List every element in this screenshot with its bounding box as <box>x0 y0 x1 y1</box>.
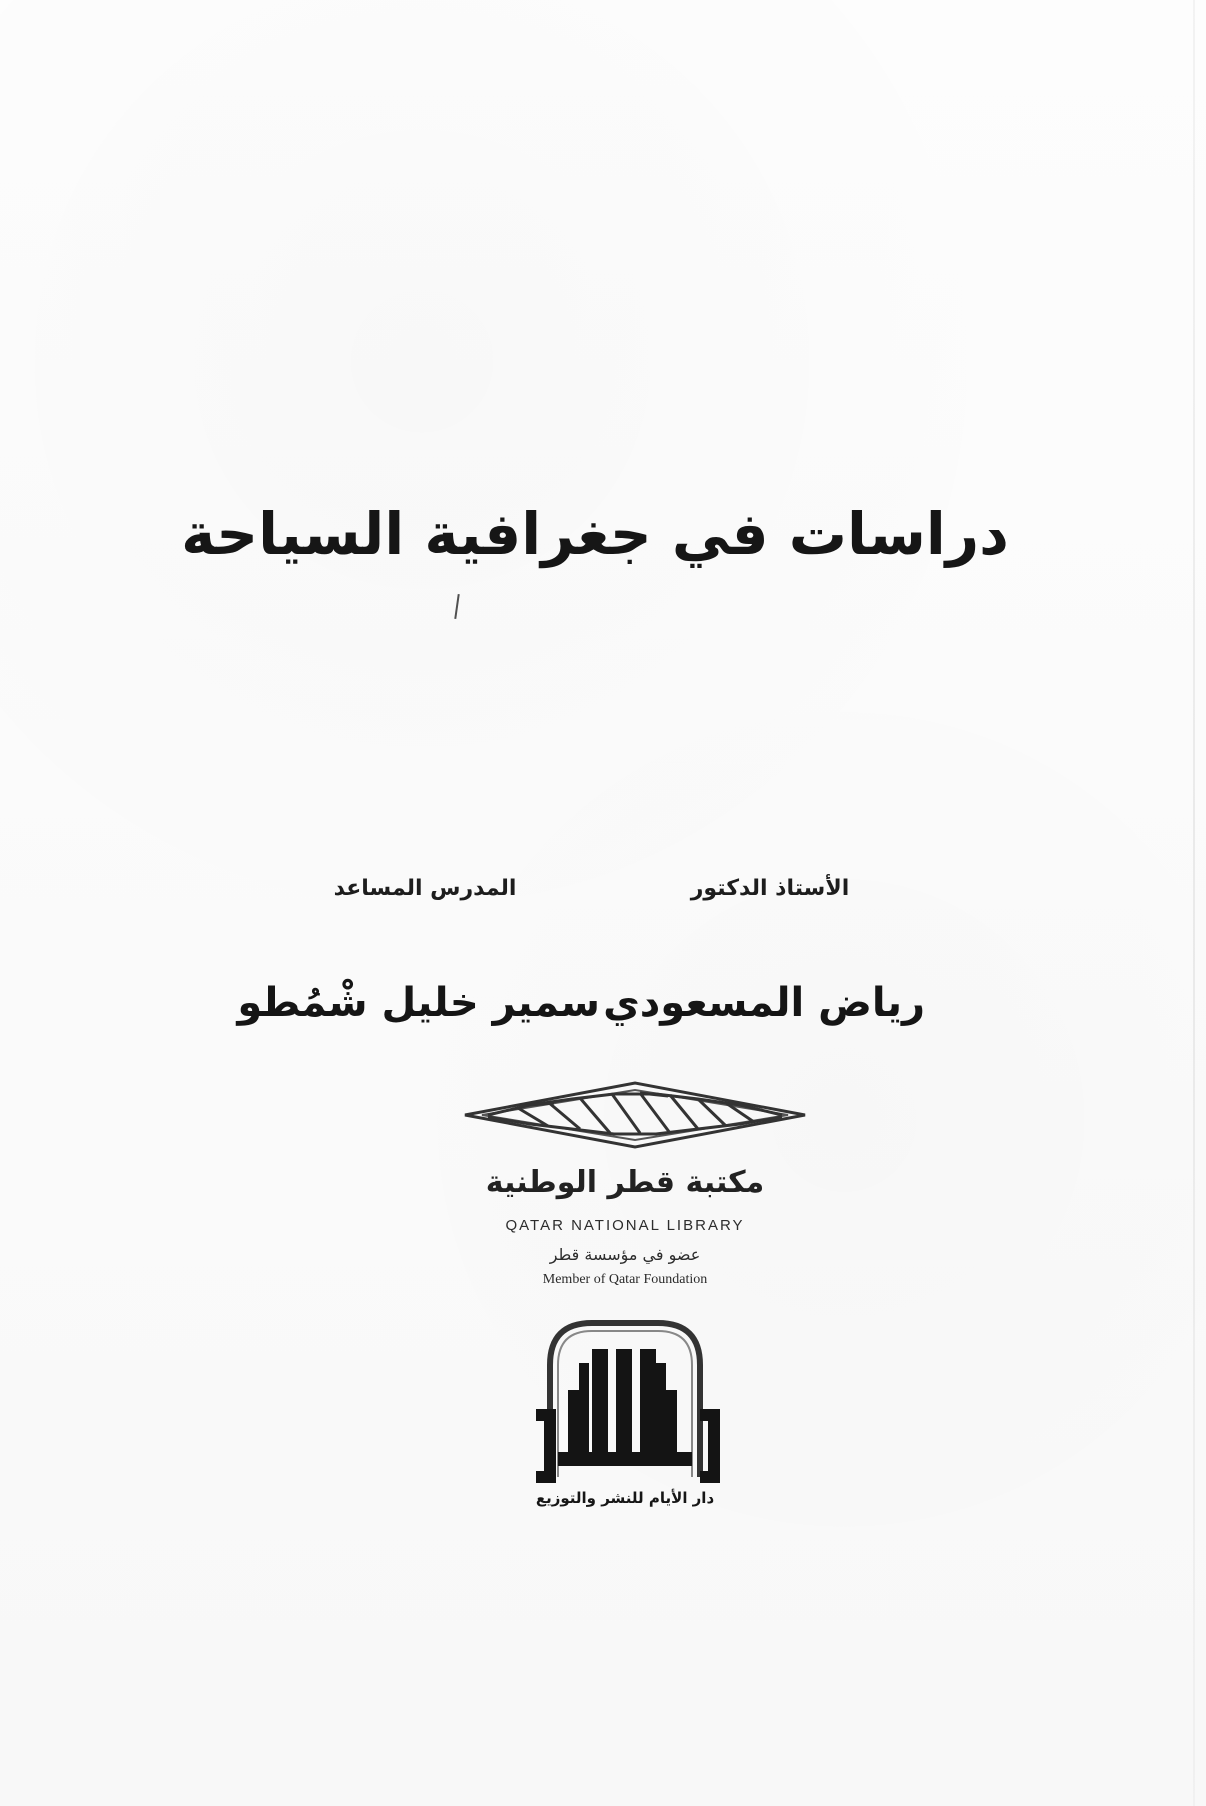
qatar-national-library-logo <box>460 1077 810 1155</box>
library-arabic-member-text: عضو في مؤسسة قطر <box>549 1245 701 1264</box>
library-english-member-text: Member of Qatar Foundation <box>542 1272 708 1287</box>
publisher-name: دار الأيام للنشر والتوزيع <box>535 1489 715 1507</box>
author-rank-first: الأستاذ الدكتور <box>690 876 850 901</box>
author-name-first: رياض المسعودي <box>603 980 925 1026</box>
library-english-name: QATAR NATIONAL LIBRARY <box>505 1217 745 1234</box>
author-rank-second: المدرس المساعد <box>333 876 517 901</box>
book-title: دراسات في جغرافية السياحة <box>181 500 1009 568</box>
stray-pen-mark <box>454 594 459 619</box>
publisher-logo <box>500 1305 750 1490</box>
author-name-second: سمير خليل شْمُطو <box>237 980 600 1026</box>
library-arabic-name: مكتبة قطر الوطنية <box>485 1165 765 1200</box>
